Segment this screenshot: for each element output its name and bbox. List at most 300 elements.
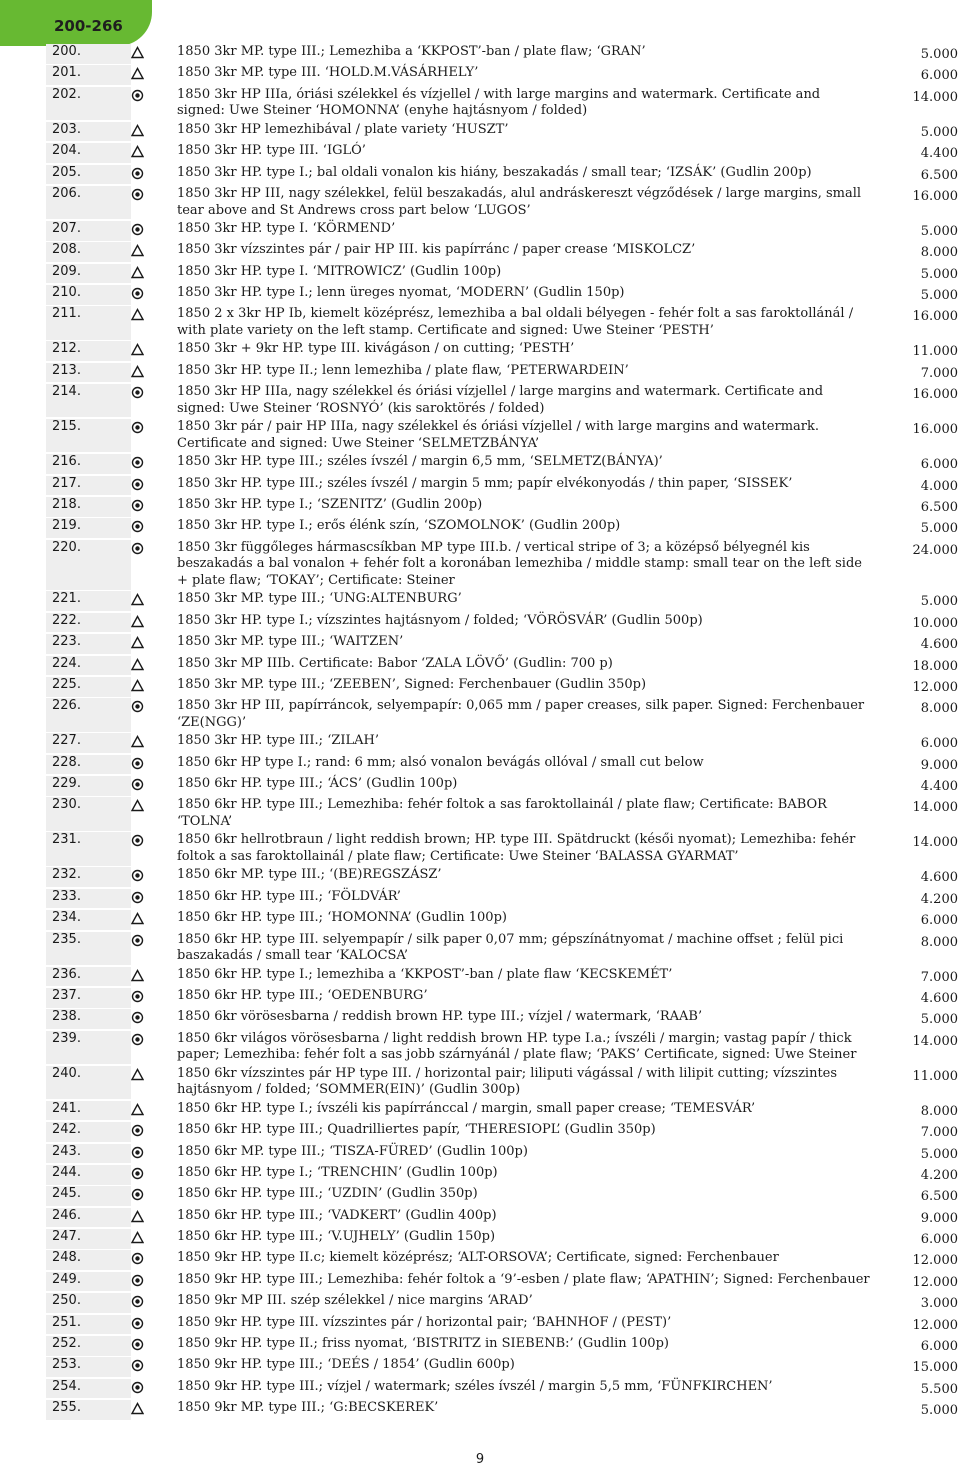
used-stamp-icon — [131, 456, 144, 469]
lot-condition — [131, 419, 177, 452]
lot-description: 1850 6kr HP. type III.; Lemezhiba: fehér foltok a sas faroktollainál / plate flaw; Certificate: BABOR ‘TOLNA’ — [177, 797, 827, 830]
lot-condition — [131, 1250, 177, 1270]
lot-row — [46, 677, 960, 697]
lot-description: 1850 6kr HP. type I.; ‘TRENCHIN’ (Gudlin 100p) — [177, 1164, 498, 1180]
lot-price: 5.000 — [920, 223, 958, 239]
lot-row — [46, 1272, 960, 1292]
lot-number: 253. — [46, 1357, 131, 1377]
lot-number: 209. — [46, 264, 131, 284]
lot-row — [46, 988, 960, 1008]
unused-stamp-icon — [131, 593, 144, 606]
lot-price: 6.000 — [920, 736, 958, 752]
lot-condition — [131, 591, 177, 611]
used-stamp-icon — [131, 1167, 144, 1180]
lot-price: 7.000 — [920, 969, 958, 985]
lot-number: 203. — [46, 122, 131, 142]
unused-stamp-icon — [131, 145, 144, 158]
lot-price: 6.000 — [920, 457, 958, 473]
lot-description: 1850 9kr HP. type III.; Lemezhiba: fehér foltok a ‘9’-esben / plate flaw; ‘APATHIN’; Signed: Ferchenbauer — [177, 1271, 870, 1287]
lot-number: 244. — [46, 1165, 131, 1185]
lot-condition — [131, 889, 177, 909]
lot-description: 1850 9kr HP. type III.; vízjel / watermark; széles ívszél / margin 5,5 mm, ‘FÜNFKIRCHEN’ — [177, 1378, 773, 1394]
lot-condition — [131, 476, 177, 496]
lot-number: 237. — [46, 988, 131, 1008]
lot-description: 1850 3kr HP IIIa, nagy szélekkel és óriási vízjellel / large margins and watermark. Certificate and signed: Uwe Steiner ‘ROSNYÓ’ (kis saroktörés / folded) — [177, 384, 824, 416]
range-label: 200-266 — [54, 17, 123, 35]
lot-condition — [131, 1122, 177, 1142]
used-stamp-icon — [131, 542, 144, 555]
lot-number: 226. — [46, 698, 131, 731]
lot-row — [46, 755, 960, 775]
lot-condition — [131, 454, 177, 474]
lot-row — [46, 306, 960, 339]
lot-number: 228. — [46, 755, 131, 775]
used-stamp-icon — [131, 1124, 144, 1137]
lot-price: 4.600 — [920, 637, 958, 653]
lot-row — [46, 776, 960, 796]
lot-price: 16.000 — [912, 188, 958, 204]
lot-row — [46, 1400, 960, 1420]
lot-condition — [131, 1272, 177, 1292]
lot-number: 255. — [46, 1400, 131, 1420]
lot-description: 1850 3kr MP IIIb. Certificate: Babor ‘ZALA LÖVŐ’ (Gudlin: 700 p) — [177, 655, 613, 671]
lot-description: 1850 6kr HP. type III.; ‘HOMONNA’ (Gudlin 100p) — [177, 910, 507, 926]
lot-price: 6.000 — [920, 913, 958, 929]
lot-description: 1850 6kr HP. type III.; Quadrilliertes papír, ‘THERESIOPL’ (Gudlin 350p) — [177, 1122, 656, 1138]
unused-stamp-icon — [131, 1231, 144, 1244]
lot-condition — [131, 44, 177, 64]
lot-price: 4.600 — [920, 990, 958, 1006]
lot-condition — [131, 1379, 177, 1399]
lot-number: 202. — [46, 87, 131, 120]
lot-price: 10.000 — [912, 615, 958, 631]
lot-condition — [131, 1400, 177, 1420]
lot-condition — [131, 634, 177, 654]
lot-row — [46, 889, 960, 909]
lot-row — [46, 87, 960, 120]
lot-price: 6.000 — [920, 68, 958, 84]
unused-stamp-icon — [131, 308, 144, 321]
lot-condition — [131, 1315, 177, 1335]
lot-price: 24.000 — [912, 542, 958, 558]
lot-price: 16.000 — [912, 387, 958, 403]
lot-description: 1850 3kr HP III, nagy szélekkel, felül beszakadás, alul andráskereszt végződések / large margins, small tear above and St Andrews cross part below ‘LUGOS’ — [177, 185, 862, 218]
lot-row — [46, 384, 960, 417]
lot-description: 1850 3kr HP. type I.; lenn üreges nyomat, ‘MODERN’ (Gudlin 150p) — [177, 285, 625, 301]
used-stamp-icon — [131, 990, 144, 1003]
lot-price: 14.000 — [912, 1033, 958, 1049]
used-stamp-icon — [131, 188, 144, 201]
lot-row — [46, 186, 960, 219]
lot-row — [46, 518, 960, 538]
lot-number: 210. — [46, 285, 131, 305]
lot-description: 1850 9kr MP III. szép szélekkel / nice margins ‘ARAD’ — [177, 1293, 533, 1309]
lot-condition — [131, 87, 177, 120]
lot-number: 231. — [46, 832, 131, 865]
lot-row — [46, 1101, 960, 1121]
lot-number: 236. — [46, 967, 131, 987]
lot-price: 12.000 — [912, 1317, 958, 1333]
lot-price: 11.000 — [912, 344, 958, 360]
used-stamp-icon — [131, 1317, 144, 1330]
lot-description: 1850 6kr MP. type III.; ‘TISZA-FÜRED’ (Gudlin 100p) — [177, 1143, 528, 1159]
lot-condition — [131, 613, 177, 633]
lot-condition — [131, 540, 177, 590]
lot-row — [46, 1144, 960, 1164]
lot-condition — [131, 1031, 177, 1064]
lot-price: 8.000 — [920, 245, 958, 261]
lot-number: 240. — [46, 1066, 131, 1099]
lot-condition — [131, 677, 177, 697]
lot-price: 5.000 — [920, 124, 958, 140]
unused-stamp-icon — [131, 343, 144, 356]
lot-description: 1850 3kr MP. type III.; ‘WAITZEN’ — [177, 634, 404, 650]
lot-description: 1850 6kr HP. type III.; ‘UZDIN’ (Gudlin 350p) — [177, 1186, 478, 1202]
used-stamp-icon — [131, 499, 144, 512]
lot-number: 245. — [46, 1186, 131, 1206]
lot-condition — [131, 497, 177, 517]
lot-description: 1850 3kr MP. type III. ‘HOLD.M.VÁSÁRHELY’ — [177, 65, 479, 81]
lot-price: 6.500 — [920, 167, 958, 183]
lot-row — [46, 867, 960, 887]
lot-description: 1850 6kr HP. type III.; ‘FÖLDVÁR’ — [177, 888, 401, 904]
lot-condition — [131, 698, 177, 731]
lot-row — [46, 1186, 960, 1206]
lot-number: 201. — [46, 65, 131, 85]
lot-description: 1850 3kr pár / pair HP IIIa, nagy szélekkel és óriási vízjellel / with large margins and watermark. Certificate and signed: Uwe Steiner ‘SELMETZBÁNYA’ — [177, 419, 819, 451]
lot-row — [46, 143, 960, 163]
lot-row — [46, 285, 960, 305]
lot-condition — [131, 122, 177, 142]
lot-number: 211. — [46, 306, 131, 339]
lot-row — [46, 797, 960, 830]
lot-condition — [131, 143, 177, 163]
unused-stamp-icon — [131, 799, 144, 812]
lot-description: 1850 3kr HP III, papírráncok, selyempapír: 0,065 mm / paper creases, silk paper. Signed: Ferchenbauer ‘ZE(NGG)’ — [177, 698, 865, 730]
lot-row — [46, 1031, 960, 1064]
unused-stamp-icon — [131, 266, 144, 279]
lot-description: 1850 6kr HP. type I.; lemezhiba a ‘KKPOST’-ban / plate flaw ‘KECSKEMÉT’ — [177, 966, 673, 982]
lot-condition — [131, 165, 177, 185]
lot-number: 206. — [46, 186, 131, 219]
lot-number: 235. — [46, 932, 131, 965]
lot-description: 1850 6kr HP. type I.; ívszéli kis papírránccal / margin, small paper crease; ‘TEMESVÁR’ — [177, 1100, 756, 1116]
lot-row — [46, 634, 960, 654]
lot-condition — [131, 967, 177, 987]
lot-description: 1850 6kr HP type I.; rand: 6 mm; alsó vonalon bevágás ollóval / small cut below — [177, 754, 704, 770]
lot-number: 216. — [46, 454, 131, 474]
lot-price: 15.000 — [912, 1360, 958, 1376]
lot-row — [46, 363, 960, 383]
lot-number: 223. — [46, 634, 131, 654]
lot-price: 14.000 — [912, 89, 958, 105]
lot-condition — [131, 1144, 177, 1164]
lot-price: 16.000 — [912, 309, 958, 325]
lot-number: 246. — [46, 1208, 131, 1228]
lot-number: 213. — [46, 363, 131, 383]
lot-number: 234. — [46, 910, 131, 930]
lot-price: 12.000 — [912, 1274, 958, 1290]
lot-number: 218. — [46, 497, 131, 517]
lot-price: 6.500 — [920, 1189, 958, 1205]
lot-number: 225. — [46, 677, 131, 697]
lot-number: 205. — [46, 165, 131, 185]
used-stamp-icon — [131, 700, 144, 713]
used-stamp-icon — [131, 1338, 144, 1351]
lot-condition — [131, 1208, 177, 1228]
lot-row — [46, 910, 960, 930]
lot-number: 247. — [46, 1229, 131, 1249]
lot-price: 5.000 — [920, 1403, 958, 1419]
used-stamp-icon — [131, 1146, 144, 1159]
lot-price: 5.000 — [920, 521, 958, 537]
lot-row — [46, 1336, 960, 1356]
lot-condition — [131, 1066, 177, 1099]
lot-condition — [131, 832, 177, 865]
lot-price: 6.000 — [920, 1232, 958, 1248]
unused-stamp-icon — [131, 46, 144, 59]
used-stamp-icon — [131, 1188, 144, 1201]
lot-row — [46, 967, 960, 987]
lot-row — [46, 613, 960, 633]
lot-condition — [131, 363, 177, 383]
lot-description: 1850 6kr MP. type III.; ‘(BE)REGSZÁSZ’ — [177, 867, 442, 883]
lot-description: 1850 6kr világos vörösesbarna / light reddish brown HP. type I.a.; ívszéli / margin; vastag papír / thick paper; Lemezhiba: fehér folt a sas jobb szárnyánál / plate flaw; ‘PAKS’ Certificate, signed: Uwe Steiner — [177, 1030, 857, 1063]
lot-number: 224. — [46, 656, 131, 676]
lot-condition — [131, 242, 177, 262]
lot-price: 4.200 — [920, 1167, 958, 1183]
page-number: 9 — [475, 1452, 485, 1467]
lot-condition — [131, 306, 177, 339]
lot-condition — [131, 1293, 177, 1313]
lot-row — [46, 1293, 960, 1313]
unused-stamp-icon — [131, 615, 144, 628]
unused-stamp-icon — [131, 124, 144, 137]
lot-condition — [131, 910, 177, 930]
unused-stamp-icon — [131, 679, 144, 692]
lot-description: 1850 6kr vörösesbarna / reddish brown HP. type III.; vízjel / watermark, ‘RAAB’ — [177, 1009, 703, 1025]
used-stamp-icon — [131, 1274, 144, 1287]
unused-stamp-icon — [131, 1103, 144, 1116]
lot-row — [46, 1122, 960, 1142]
lot-row — [46, 1379, 960, 1399]
lot-row — [46, 656, 960, 676]
lot-description: 1850 9kr HP. type II.; friss nyomat, ‘BISTRITZ in SIEBENB:’ (Gudlin 100p) — [177, 1336, 669, 1352]
lot-price: 4.400 — [920, 146, 958, 162]
lot-price: 5.000 — [920, 594, 958, 610]
lot-price: 8.000 — [920, 934, 958, 950]
lot-price: 6.500 — [920, 500, 958, 515]
lot-row — [46, 1229, 960, 1249]
lot-condition — [131, 797, 177, 830]
lot-description: 1850 6kr hellrotbraun / light reddish brown; HP. type III. Spätdruckt (késői nyomat); Lemezhiba: fehér foltok a sas faroktollainál / plate flaw; Certificate: Uwe Steiner ‘BALASSA GYARMAT’ — [177, 832, 856, 865]
lot-price: 7.000 — [920, 1125, 958, 1141]
unused-stamp-icon — [131, 735, 144, 748]
lot-number: 220. — [46, 540, 131, 590]
lot-description: 1850 3kr HP. type I. ‘MITROWICZ’ (Gudlin 100p) — [177, 263, 502, 279]
used-stamp-icon — [131, 89, 144, 102]
lot-description: 1850 3kr MP. type III.; Lemezhiba a ‘KKPOST’-ban / plate flaw; ‘GRAN’ — [177, 44, 646, 59]
lot-description: 1850 3kr HP. type I.; ‘SZENITZ’ (Gudlin 200p) — [177, 497, 483, 512]
used-stamp-icon — [131, 167, 144, 180]
used-stamp-icon — [131, 1381, 144, 1394]
lot-row — [46, 419, 960, 452]
lot-row — [46, 1250, 960, 1270]
lot-price: 5.000 — [920, 266, 958, 282]
lot-condition — [131, 867, 177, 887]
unused-stamp-icon — [131, 67, 144, 80]
lot-description: 1850 9kr HP. type II.c; kiemelt középrész; ‘ALT-ORSOVA’; Certificate, signed: Ferchenbauer — [177, 1250, 779, 1266]
lot-row — [46, 1208, 960, 1228]
lot-description: 1850 6kr HP. type III.; ‘ÁCS’ (Gudlin 100p) — [177, 776, 458, 792]
used-stamp-icon — [131, 520, 144, 533]
lot-price: 18.000 — [912, 658, 958, 674]
lot-description: 1850 3kr MP. type III.; ‘ZEEBEN’, Signed: Ferchenbauer (Gudlin 350p) — [177, 676, 647, 692]
lot-condition — [131, 1336, 177, 1356]
lot-number: 222. — [46, 613, 131, 633]
lot-condition — [131, 1101, 177, 1121]
lot-price: 7.000 — [920, 365, 958, 381]
lot-description: 1850 3kr HP. type III. ‘IGLÓ’ — [177, 143, 366, 159]
lot-row — [46, 221, 960, 241]
lot-price: 4.200 — [920, 891, 958, 907]
lot-description: 1850 6kr HP. type III.; ‘VADKERT’ (Gudlin 400p) — [177, 1207, 497, 1223]
lot-price: 5.000 — [920, 1146, 958, 1162]
lot-row — [46, 242, 960, 262]
lot-number: 248. — [46, 1250, 131, 1270]
lot-condition — [131, 776, 177, 796]
range-tab — [0, 0, 152, 46]
lot-price: 9.000 — [920, 1210, 958, 1226]
lot-price: 5.000 — [920, 1012, 958, 1028]
lot-number: 212. — [46, 341, 131, 361]
lot-number: 243. — [46, 1144, 131, 1164]
lot-description: 1850 3kr HP. type I.; vízszintes hajtásnyom / folded; ‘VÖRÖSVÁR’ (Gudlin 500p) — [177, 612, 703, 628]
unused-stamp-icon — [131, 1068, 144, 1081]
unused-stamp-icon — [131, 244, 144, 257]
lot-number: 204. — [46, 143, 131, 163]
used-stamp-icon — [131, 1011, 144, 1024]
lot-price: 14.000 — [912, 835, 958, 851]
lot-price: 6.000 — [920, 1339, 958, 1355]
lot-condition — [131, 221, 177, 241]
used-stamp-icon — [131, 421, 144, 434]
lot-price: 4.400 — [920, 779, 958, 795]
lot-description: 1850 3kr HP. type III.; széles ívszél / margin 6,5 mm, ‘SELMETZ(BÁNYA)’ — [177, 454, 663, 470]
lot-number: 221. — [46, 591, 131, 611]
lot-description: 1850 2 x 3kr HP Ib, kiemelt középrész, lemezhiba a bal oldali bélyegen - fehér folt a sas faroktollánál / with plate variety on the left stamp. Certificate and signed: Uwe Steiner ‘PESTH’ — [177, 306, 854, 339]
lot-condition — [131, 1186, 177, 1206]
lot-condition — [131, 264, 177, 284]
lot-condition — [131, 932, 177, 965]
unused-stamp-icon — [131, 1210, 144, 1223]
lot-number: 219. — [46, 518, 131, 538]
lot-number: 208. — [46, 242, 131, 262]
used-stamp-icon — [131, 223, 144, 236]
lot-row — [46, 454, 960, 474]
lot-description: 1850 6kr HP. type III.; ‘OEDENBURG’ — [177, 987, 428, 1003]
lot-number: 254. — [46, 1379, 131, 1399]
lot-number: 249. — [46, 1272, 131, 1292]
lot-description: 1850 3kr HP lemezhibával / plate variety ‘HUSZT’ — [177, 121, 509, 137]
lot-number: 241. — [46, 1101, 131, 1121]
lot-condition — [131, 341, 177, 361]
lot-row — [46, 540, 960, 590]
lot-description: 1850 3kr HP. type II.; lenn lemezhiba / plate flaw, ‘PETERWARDEIN’ — [177, 362, 629, 378]
lot-condition — [131, 1357, 177, 1377]
lot-description: 1850 9kr HP. type III. vízszintes pár / horizontal pair; ‘BAHNHOF / (PEST)’ — [177, 1314, 672, 1330]
used-stamp-icon — [131, 478, 144, 491]
lot-number: 239. — [46, 1031, 131, 1064]
lot-row — [46, 1066, 960, 1099]
lot-price: 12.000 — [912, 679, 958, 695]
lot-table — [46, 44, 960, 1420]
used-stamp-icon — [131, 1252, 144, 1265]
lot-row — [46, 932, 960, 965]
lot-row — [46, 832, 960, 865]
unused-stamp-icon — [131, 912, 144, 925]
lot-row — [46, 341, 960, 361]
lot-price: 9.000 — [920, 757, 958, 773]
lot-condition — [131, 988, 177, 1008]
lot-number: 233. — [46, 889, 131, 909]
unused-stamp-icon — [131, 969, 144, 982]
used-stamp-icon — [131, 386, 144, 399]
lot-number: 251. — [46, 1315, 131, 1335]
unused-stamp-icon — [131, 636, 144, 649]
lot-condition — [131, 186, 177, 219]
lot-description: 1850 3kr vízszintes pár / pair HP III. kis papírránc / paper crease ‘MISKOLCZ’ — [177, 242, 696, 258]
lot-row — [46, 1315, 960, 1335]
unused-stamp-icon — [131, 658, 144, 671]
lot-price: 5.000 — [920, 47, 958, 62]
lot-row — [46, 65, 960, 85]
lot-number: 207. — [46, 221, 131, 241]
lot-description: 1850 3kr HP IIIa, óriási szélekkel és vízjellel / with large margins and watermark. Certificate and signed: Uwe Steiner ‘HOMONNA’ (enyhe hajtásnyom / folded) — [177, 86, 821, 119]
lot-condition — [131, 518, 177, 538]
lot-description: 1850 9kr MP. type III.; ‘G:BECSKEREK’ — [177, 1400, 439, 1416]
lot-number: 250. — [46, 1293, 131, 1313]
lot-number: 229. — [46, 776, 131, 796]
lot-condition — [131, 656, 177, 676]
lot-number: 232. — [46, 867, 131, 887]
lot-price: 16.000 — [912, 422, 958, 438]
used-stamp-icon — [131, 934, 144, 947]
lot-row — [46, 264, 960, 284]
used-stamp-icon — [131, 869, 144, 882]
lot-row — [46, 44, 960, 64]
lot-price: 4.600 — [920, 870, 958, 886]
lot-number: 227. — [46, 733, 131, 753]
lot-row — [46, 698, 960, 731]
lot-description: 1850 9kr HP. type III.; ‘DEÉS / 1854’ (Gudlin 600p) — [177, 1357, 515, 1373]
lot-price: 5.500 — [920, 1381, 958, 1397]
lot-price: 8.000 — [920, 1103, 958, 1119]
lot-description: 1850 3kr függőleges hármascsíkban MP type III.b. / vertical stripe of 3; a középső bélyegnél kis beszakadás a bal vonalon + fehér folt a koronában lemezhiba / middle stamp: small tear on the left side + plate flaw; ‘TOKAY’; Certificate: Steiner — [177, 539, 862, 588]
lot-row — [46, 122, 960, 142]
lot-number: 217. — [46, 476, 131, 496]
lot-description: 1850 3kr HP. type III.; széles ívszél / margin 5 mm; papír elvékonyodás / thin paper, ‘SISSEK’ — [177, 475, 793, 491]
lot-price: 8.000 — [920, 701, 958, 717]
lot-condition — [131, 1009, 177, 1029]
lot-number: 238. — [46, 1009, 131, 1029]
lot-row — [46, 591, 960, 611]
lot-description: 1850 3kr + 9kr HP. type III. kivágáson / on cutting; ‘PESTH’ — [177, 341, 575, 357]
lot-description: 1850 3kr HP. type III.; ‘ZILAH’ — [177, 733, 379, 749]
lot-condition — [131, 384, 177, 417]
lot-price: 14.000 — [912, 800, 958, 816]
lot-row — [46, 476, 960, 496]
